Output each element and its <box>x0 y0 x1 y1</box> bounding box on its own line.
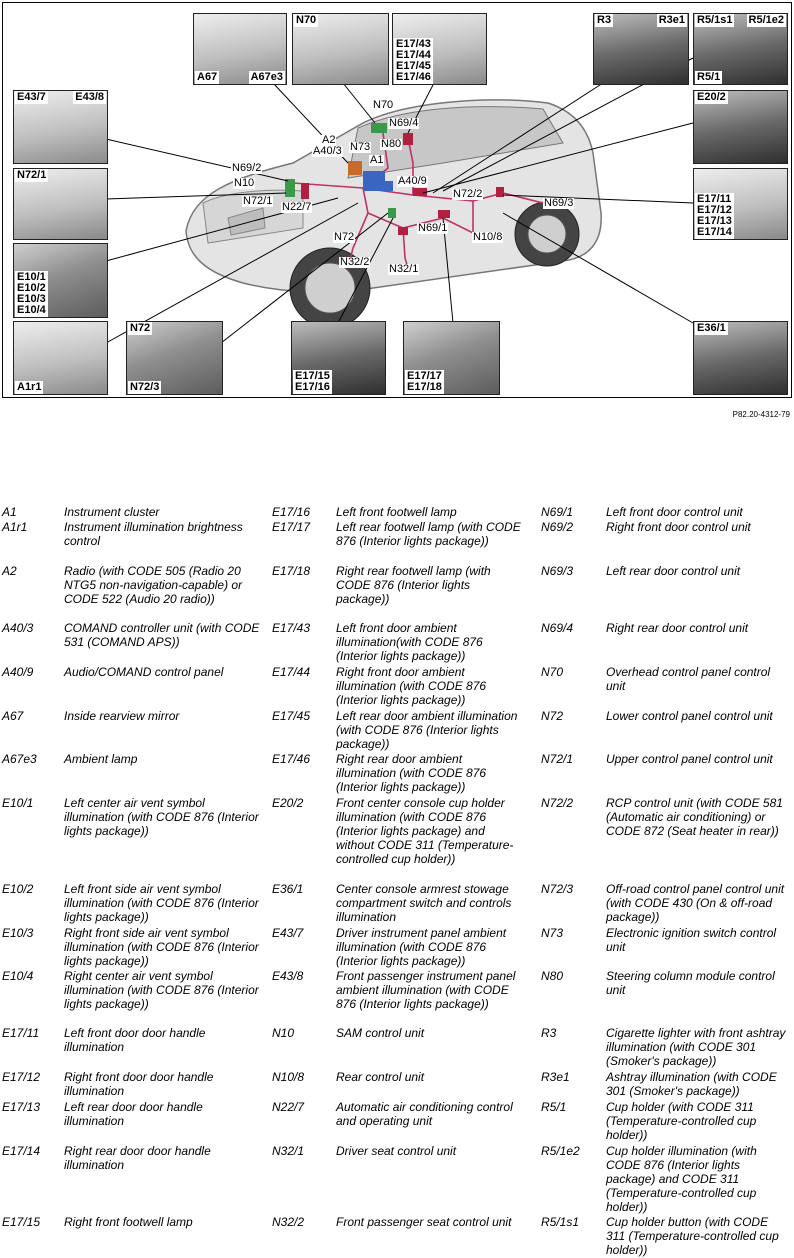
legend-description: Left rear footwell lamp (with CODE 876 (Interior lights package)) <box>336 520 521 548</box>
legend-description: Radio (with CODE 505 (Radio 20 NTG5 non-navigation-capable) or CODE 522 (Audio 20 radio)) <box>64 564 243 606</box>
callout-n70: N70 <box>373 99 394 111</box>
legend-description: Front passenger instrument panel ambient illumination (with CODE 876 (Interior lights package)) <box>336 969 516 1011</box>
legend-code: N72 <box>541 709 564 723</box>
inset-e1743-label: E17/43 E17/44 E17/45 E17/46 <box>396 38 431 83</box>
inset-r3 <box>593 13 689 85</box>
legend-code: N72/1 <box>541 752 574 766</box>
legend-description: Right rear door control unit <box>606 621 749 635</box>
legend-description: Left front footwell lamp <box>336 505 457 519</box>
callout-n72-2: N72/2 <box>453 188 483 200</box>
inset-e101 <box>13 243 108 318</box>
callout-n72: N72 <box>334 231 355 243</box>
legend-code: R3e1 <box>541 1070 570 1084</box>
legend-description: Inside rearview mirror <box>64 709 180 723</box>
legend-description: Upper control panel control unit <box>606 752 773 766</box>
callout-n69-4: N69/4 <box>389 117 419 129</box>
legend-code: R5/1e2 <box>541 1144 580 1158</box>
callout-n80: N80 <box>381 138 402 150</box>
legend-description: Left rear door ambient illumination (with CODE 876 (Interior lights package)) <box>336 709 518 751</box>
callout-n73: N73 <box>350 141 371 153</box>
legend-description: Ashtray illumination (with CODE 301 (Smoker's package)) <box>606 1070 777 1098</box>
inset-r51e2-label: R5/1e2 <box>748 14 784 26</box>
inset-e361-label: E36/1 <box>697 322 726 334</box>
legend-code: E43/7 <box>272 926 304 940</box>
legend-description: Right front door ambient illumination (with CODE 876 (Interior lights package)) <box>336 665 487 707</box>
inset-r51s1-label: R5/1s1 <box>697 14 733 26</box>
legend-description: Audio/COMAND control panel <box>64 665 224 679</box>
legend-description: Left front door ambient illumination(with CODE 876 (Interior lights package)) <box>336 621 483 663</box>
inset-r51-label: R5/1 <box>697 71 721 83</box>
legend-code: E20/2 <box>272 796 304 810</box>
inset-n70 <box>292 13 389 85</box>
inset-e1711 <box>693 168 788 240</box>
inset-e1711-label: E17/11 E17/12 E17/13 E17/14 <box>697 193 732 238</box>
inset-a1r1-label: A1r1 <box>17 381 42 393</box>
inset-e1715-label: E17/15 E17/16 <box>295 370 330 393</box>
inset-n72 <box>126 321 223 395</box>
legend-code: N72/3 <box>541 882 574 896</box>
callout-n32-2: N32/2 <box>340 256 370 268</box>
inset-a67 <box>193 13 287 85</box>
legend-description: Right front door control unit <box>606 520 751 534</box>
legend-description: Cup holder illumination (with CODE 876 (Interior lights package) and CODE 311 (Temperature-controlled cup holder)) <box>606 1144 757 1214</box>
inset-e437-label: E43/7 <box>17 91 46 103</box>
legend-code: E17/16 <box>272 505 311 519</box>
legend-code: E17/45 <box>272 709 311 723</box>
callout-a40-3: A40/3 <box>313 145 342 157</box>
callout-n69-3: N69/3 <box>544 197 574 209</box>
legend-code: N69/4 <box>541 621 574 635</box>
legend-code: E17/44 <box>272 665 311 679</box>
legend-description: Right front footwell lamp <box>64 1215 193 1229</box>
inset-n721-label: N72/1 <box>17 169 47 181</box>
legend-code: E43/8 <box>272 969 304 983</box>
callout-a40-9: A40/9 <box>398 175 427 187</box>
legend-description: Driver instrument panel ambient illumination (with CODE 876 (Interior lights package)) <box>336 926 507 968</box>
inset-e202-label: E20/2 <box>697 91 726 103</box>
callout-n32-1: N32/1 <box>389 263 419 275</box>
legend-description: Cup holder (with CODE 311 (Temperature-controlled cup holder)) <box>606 1100 757 1142</box>
legend-code: A40/9 <box>2 665 34 679</box>
legend-code: A67 <box>2 709 24 723</box>
legend-description: Center console armrest stowage compartment switch and controls illumination <box>336 882 512 924</box>
legend-code: E17/46 <box>272 752 311 766</box>
legend-description: Right center air vent symbol illumination (with CODE 876 (Interior lights package)) <box>64 969 259 1011</box>
legend-code: A67e3 <box>2 752 37 766</box>
legend-description: Left rear door control unit <box>606 564 741 578</box>
inset-e437 <box>13 90 108 164</box>
legend-code: N32/1 <box>272 1144 305 1158</box>
legend-code: R3 <box>541 1026 557 1040</box>
legend-description: Overhead control panel control unit <box>606 665 771 693</box>
figure-reference: P82.20-4312-79 <box>732 410 790 419</box>
legend-code: N70 <box>541 665 564 679</box>
legend-code: E17/43 <box>272 621 311 635</box>
legend-description: RCP control unit (with CODE 581 (Automatic air conditioning) or CODE 872 (Seat heater in rear)) <box>606 796 783 838</box>
legend-description: Left front door door handle illumination <box>64 1026 206 1054</box>
callout-a1: A1 <box>370 154 384 166</box>
legend-description: Front passenger seat control unit <box>336 1215 512 1229</box>
legend-code: E36/1 <box>272 882 304 896</box>
legend-description: Right rear footwell lamp (with CODE 876 (Interior lights package)) <box>336 564 491 606</box>
callout-n10-8: N10/8 <box>473 231 503 243</box>
legend-description: Left rear door door handle illumination <box>64 1100 203 1128</box>
inset-r3e1-label: R3e1 <box>658 14 685 26</box>
legend-code: E17/15 <box>2 1215 41 1229</box>
legend-code: R5/1s1 <box>541 1215 580 1229</box>
callout-n10: N10 <box>234 177 255 189</box>
legend-description: COMAND controller unit (with CODE 531 (COMAND APS)) <box>64 621 260 649</box>
inset-n721 <box>13 168 108 240</box>
legend-description: Left center air vent symbol illumination (with CODE 876 (Interior lights package)) <box>64 796 259 838</box>
legend-description: Instrument illumination brightness control <box>64 520 243 548</box>
inset-e101-label: E10/1 E10/2 E10/3 E10/4 <box>17 271 46 316</box>
legend-code: E17/12 <box>2 1070 41 1084</box>
legend-description: Left front door control unit <box>606 505 743 519</box>
legend-code: E10/4 <box>2 969 34 983</box>
legend-code: A1 <box>2 505 17 519</box>
legend-description: Off-road control panel control unit (with CODE 430 (On & off-road package)) <box>606 882 785 924</box>
callout-a2: A2 <box>322 134 336 146</box>
legend-code: A2 <box>2 564 17 578</box>
inset-e1717-label: E17/17 E17/18 <box>407 370 442 393</box>
legend-code: N69/1 <box>541 505 574 519</box>
legend-code: N69/2 <box>541 520 574 534</box>
legend-description: Left front side air vent symbol illumination (with CODE 876 (Interior lights package)) <box>64 882 259 924</box>
legend-code: A40/3 <box>2 621 34 635</box>
legend-code: N72/2 <box>541 796 574 810</box>
legend-code: N10/8 <box>272 1070 305 1084</box>
legend-code: N73 <box>541 926 564 940</box>
legend-code: E10/1 <box>2 796 34 810</box>
legend-code: E10/2 <box>2 882 34 896</box>
callout-n22-7: N22/7 <box>282 201 312 213</box>
legend-description: Ambient lamp <box>64 752 138 766</box>
legend-code: E10/3 <box>2 926 34 940</box>
legend-code: N69/3 <box>541 564 574 578</box>
inset-e1717 <box>403 321 500 395</box>
inset-a1r1 <box>13 321 108 395</box>
inset-e361 <box>693 321 788 395</box>
legend-description: Cup holder button (with CODE 311 (Temperature-controlled cup holder)) <box>606 1215 779 1257</box>
legend-description: Steering column module control unit <box>606 969 775 997</box>
legend-code: R5/1 <box>541 1100 567 1114</box>
location-diagram <box>2 2 792 398</box>
inset-r51 <box>693 13 788 85</box>
callout-n72-1: N72/1 <box>243 195 273 207</box>
inset-n723-label: N72/3 <box>130 381 160 393</box>
legend-description: Right rear door ambient illumination (with CODE 876 (Interior lights package)) <box>336 752 487 794</box>
legend-description: Rear control unit <box>336 1070 425 1084</box>
legend-description: Automatic air conditioning control and operating unit <box>336 1100 513 1128</box>
legend-code: N32/2 <box>272 1215 305 1229</box>
legend-code: N80 <box>541 969 564 983</box>
callout-n69-1: N69/1 <box>418 222 448 234</box>
legend-description: Lower control panel control unit <box>606 709 773 723</box>
inset-a67-label: A67 <box>197 71 218 83</box>
legend-code: N10 <box>272 1026 295 1040</box>
legend-code: E17/13 <box>2 1100 41 1114</box>
legend-code: E17/11 <box>2 1026 40 1040</box>
inset-n70-label: N70 <box>296 14 317 26</box>
legend-description: Electronic ignition switch control unit <box>606 926 777 954</box>
legend-description: Driver seat control unit <box>336 1144 457 1158</box>
legend-description: Right front side air vent symbol illumination (with CODE 876 (Interior lights package)) <box>64 926 259 968</box>
legend-code: A1r1 <box>2 520 28 534</box>
inset-e1743 <box>392 13 487 85</box>
legend-description: Instrument cluster <box>64 505 160 519</box>
legend-description: SAM control unit <box>336 1026 425 1040</box>
legend-description: Front center console cup holder illumination (with CODE 876 (Interior lights package) and without CODE 311 (Temperature-controlled cup holder)) <box>336 796 514 866</box>
legend-description: Cigarette lighter with front ashtray illumination (with CODE 301 (Smoker's package)) <box>606 1026 786 1068</box>
inset-e202 <box>693 90 788 164</box>
inset-a67e3-label: A67e3 <box>250 71 283 83</box>
legend-code: E17/17 <box>272 520 311 534</box>
inset-n72-label: N72 <box>130 322 151 334</box>
inset-r3-label: R3 <box>597 14 612 26</box>
callout-n69-2: N69/2 <box>232 162 262 174</box>
inset-e1715 <box>291 321 386 395</box>
legend-code: E17/18 <box>272 564 311 578</box>
inset-e438-label: E43/8 <box>75 91 104 103</box>
legend-code: N22/7 <box>272 1100 305 1114</box>
legend-description: Right rear door door handle illumination <box>64 1144 211 1172</box>
legend-code: E17/14 <box>2 1144 41 1158</box>
legend-description: Right front door door handle illumination <box>64 1070 214 1098</box>
